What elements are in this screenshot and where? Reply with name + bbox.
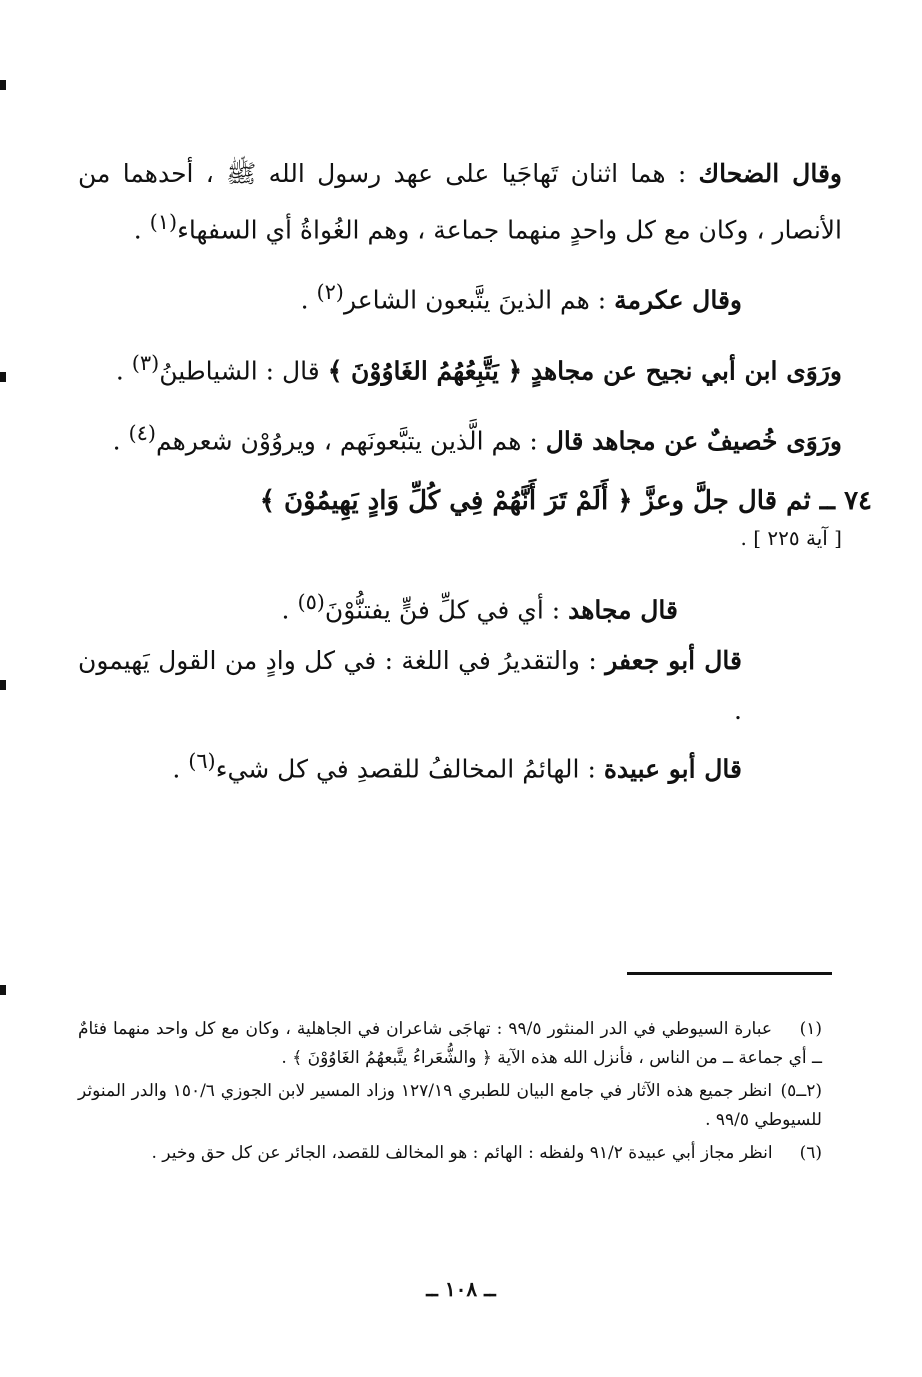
paragraph-ikrima: وقال عكرمة : هم الذينَ يتَّبعون الشاعر$^{(٢)}$ . bbox=[300, 280, 742, 315]
footnote-ref: (٣) bbox=[131, 350, 160, 375]
footnote-ref: (٢) bbox=[316, 280, 344, 305]
footnote-ref: (٦) bbox=[188, 748, 216, 773]
line-abu-ubayda: قال أبو عبيدة : الهائمُ المخالفُ للقصدِ في كل شيء$^{(٦)}$ . bbox=[172, 748, 742, 783]
footnote-label: (٢ــ٥) bbox=[780, 1081, 822, 1101]
line-text: : الهائمُ المخالفُ للقصدِ في كل شيء bbox=[215, 753, 604, 783]
paragraph-khusayf: ورَوَى خُصيفٌ عن مجاهد قال : هم الَّذين يتبَّعونَهم ، ويروُوْن شعرهم$^{(٤)}$ . bbox=[112, 420, 842, 456]
verse-heading bbox=[78, 479, 872, 523]
footnote-separator bbox=[627, 972, 832, 975]
line-abu-jafar bbox=[78, 636, 742, 736]
footnote-text: انظر مجاز أبي عبيدة ٩١/٢ ولفظه : الهائم : هو المخالف للقصد، الجائر عن كل حق وخير . bbox=[151, 1143, 773, 1163]
scan-edge-mark bbox=[0, 372, 6, 382]
footnote bbox=[78, 1077, 822, 1135]
line-text: : والتقديرُ في اللغة : في كل وادٍ من القول يَهيمون . bbox=[78, 645, 742, 725]
scan-edge-mark bbox=[0, 985, 6, 995]
footnote-text: انظر جميع هذه الآثار في جامع البيان للطبري ١٢٧/١٩ وزاد المسير لابن الجوزي ١٥٠/٦ والدر المنوثر للسيوطي ٩٩/٥ . bbox=[78, 1081, 822, 1130]
verse-reference: [ آية ٢٢٥ ] . bbox=[740, 526, 842, 551]
speaker-name: قال مجاهد bbox=[568, 595, 678, 625]
footnote bbox=[78, 1015, 822, 1073]
speaker-name: وقال عكرمة bbox=[614, 285, 742, 315]
line-text: : أي في كلِّ فنٍّ يفتنُّوْنَ bbox=[324, 595, 569, 625]
paragraph-text: : هما اثنان تَهاجَيا على عهد رسول الله ﷺ ، أحدهما من الأنصار ، وكان مع كل واحدٍ منهما جماعة ، وهم الغُواةُ أي السفهاء bbox=[78, 159, 842, 245]
page-number: ــ ١٠٨ ــ bbox=[426, 1277, 496, 1301]
footnote-label: (٦) bbox=[799, 1143, 822, 1163]
line-mujahid: قال مجاهد : أي في كلِّ فنٍّ يفتنُّوْنَ$^{(٥)}$ . bbox=[281, 590, 678, 625]
verse-number: ٧٤ ــ bbox=[819, 486, 872, 517]
paragraph-text: : هم الَّذين يتبَّعونَهم ، ويروُوْن شعرهم bbox=[155, 426, 546, 456]
paragraph-text: قال : الشياطينُ bbox=[159, 355, 328, 385]
verse-text: ثم قال جلَّ وعزَّ ﴿ أَلَمْ تَرَ أَنَّهُمْ فِي كُلِّ وَادٍ يَهِيمُوْنَ ﴾ bbox=[259, 486, 811, 517]
speaker-name: ورَوَى ابن أبي نجيح عن مجاهدٍ ﴿ يَتَّبِعُهُمُ الغَاوُوْنَ ﴾ bbox=[327, 355, 842, 385]
speaker-name: وقال الضحاك bbox=[698, 159, 842, 188]
speaker-name: قال أبو عبيدة bbox=[603, 753, 742, 783]
footnote-text: عبارة السيوطي في الدر المنثور ٩٩/٥ : تهاجَى شاعران في الجاهلية ، وكان مع كل واحد منهما فئامٌ ــ أي جماعة ــ من الناس ، فأنزل الله هذه الآية ﴿ والشُّعَراءُ يتَّبعهُمُ الغَاوُوْنَ ﴾ . bbox=[78, 1019, 822, 1068]
scan-edge-mark bbox=[0, 80, 6, 90]
footnote-label: (١) bbox=[799, 1019, 822, 1039]
footnote bbox=[78, 1139, 822, 1168]
scan-edge-mark bbox=[0, 680, 6, 690]
footnote-ref: (٤) bbox=[128, 420, 156, 445]
paragraph-text: : هم الذينَ يتَّبعون الشاعر bbox=[343, 285, 615, 315]
footnote-ref: (٥) bbox=[297, 590, 325, 615]
paragraph-ibn-abi-najih: ورَوَى ابن أبي نجيح عن مجاهدٍ ﴿ يَتَّبِعُهُمُ الغَاوُوْنَ ﴾ قال : الشياطينُ$^{(٣)}$ . bbox=[115, 350, 842, 385]
speaker-name: ورَوَى خُصيفٌ عن مجاهد قال bbox=[545, 426, 842, 456]
speaker-name: قال أبو جعفر bbox=[605, 645, 742, 675]
paragraph-dahhak: وقال الضحاك : هما اثنان تَهاجَيا على عهد رسول الله ﷺ ، أحدهما من الأنصار ، وكان مع كل واحدٍ منهما جماعة ، وهم الغُواةُ أي السفهاء$^{(١)}$ . bbox=[78, 159, 842, 245]
footnotes bbox=[78, 1015, 822, 1172]
footnote-ref: (١) bbox=[149, 210, 178, 234]
main-text bbox=[78, 150, 872, 794]
